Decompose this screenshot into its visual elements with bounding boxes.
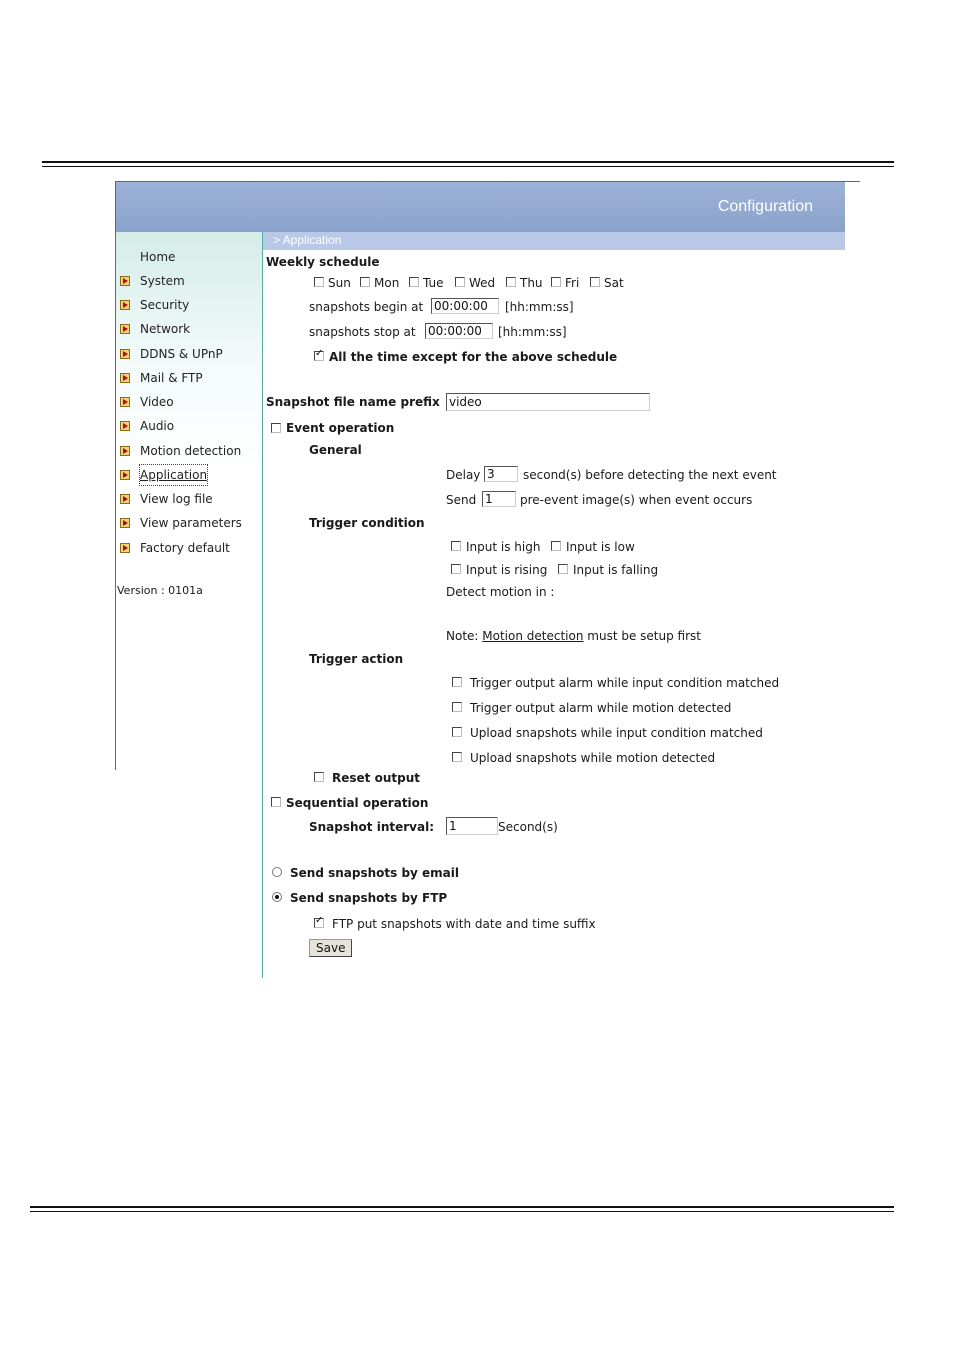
- sidebar-item-label: View parameters: [140, 516, 242, 530]
- time-unit-label: [hh:mm:ss]: [498, 325, 567, 339]
- trigger-action-heading: Trigger action: [309, 652, 404, 666]
- sidebar: [116, 232, 262, 770]
- delay-input[interactable]: [484, 466, 518, 482]
- arrow-icon: [120, 373, 130, 383]
- input-rising-label: Input is rising: [466, 563, 548, 577]
- prefix-label: Snapshot file name prefix: [266, 395, 440, 409]
- detect-motion-label: Detect motion in :: [446, 585, 555, 599]
- day-label: Mon: [374, 276, 400, 290]
- ftp-suffix-checkbox[interactable]: [314, 918, 324, 928]
- input-high-checkbox[interactable]: [451, 541, 461, 551]
- trigger-condition-heading: Trigger condition: [309, 516, 425, 530]
- sidebar-item-label: Security: [140, 298, 190, 312]
- send-email-radio[interactable]: [272, 867, 282, 877]
- send-email-label: Send snapshots by email: [290, 866, 460, 880]
- input-rising-checkbox[interactable]: [451, 564, 461, 574]
- sidebar-item-label: Mail & FTP: [140, 371, 203, 385]
- sidebar-item-label: Video: [140, 395, 174, 409]
- sidebar-item-label: DDNS & UPnP: [140, 347, 223, 361]
- bottom-rule: [30, 1206, 894, 1208]
- time-unit-label: [hh:mm:ss]: [505, 300, 574, 314]
- action-alarm-motion-checkbox[interactable]: [452, 702, 462, 712]
- send-input[interactable]: [482, 491, 516, 507]
- input-low-label: Input is low: [566, 540, 635, 554]
- note-label: [446, 628, 701, 644]
- sidebar-item-label: Application: [140, 465, 207, 485]
- bottom-rule-thin: [30, 1211, 894, 1212]
- send-ftp-label: Send snapshots by FTP: [290, 891, 448, 905]
- action-label: Upload snapshots while input condition matched: [470, 726, 763, 740]
- snapshot-interval-input[interactable]: [446, 817, 498, 835]
- content-divider: [262, 232, 263, 978]
- note-prefix: Note:: [446, 629, 479, 643]
- input-falling-label: Input is falling: [573, 563, 659, 577]
- begin-time-input[interactable]: [431, 298, 499, 314]
- ftp-suffix-label: FTP put snapshots with date and time suffix: [332, 917, 596, 931]
- day-mon-checkbox[interactable]: [360, 277, 370, 287]
- sidebar-item-label: System: [140, 274, 185, 288]
- prefix-input[interactable]: [446, 393, 650, 411]
- day-sat-checkbox[interactable]: [590, 277, 600, 287]
- day-label: Sat: [604, 276, 624, 290]
- top-rule: [42, 161, 894, 163]
- breadcrumb: [263, 232, 845, 250]
- action-upload-motion-checkbox[interactable]: [452, 752, 462, 762]
- day-wed-checkbox[interactable]: [455, 277, 465, 287]
- day-thu-checkbox[interactable]: [506, 277, 516, 287]
- day-label: Tue: [423, 276, 444, 290]
- top-rule-thin: [42, 166, 894, 167]
- action-alarm-input-checkbox[interactable]: [452, 677, 462, 687]
- sequential-operation-checkbox[interactable]: [271, 797, 281, 807]
- arrow-icon: [120, 300, 130, 310]
- sidebar-item-label: Network: [140, 322, 191, 336]
- day-fri-checkbox[interactable]: [551, 277, 561, 287]
- day-tue-checkbox[interactable]: [409, 277, 419, 287]
- day-label: Fri: [565, 276, 580, 290]
- arrow-icon: [120, 349, 130, 359]
- header-bar: [116, 182, 845, 232]
- arrow-icon: [120, 397, 130, 407]
- sidebar-item-label: Home: [140, 250, 176, 264]
- event-operation-label: Event operation: [286, 421, 395, 435]
- sidebar-item-label: Audio: [140, 419, 175, 433]
- general-heading: General: [309, 443, 362, 457]
- sidebar-item-label: Factory default: [140, 541, 230, 555]
- arrow-icon: [120, 543, 130, 553]
- input-falling-checkbox[interactable]: [558, 564, 568, 574]
- all-time-label: All the time except for the above schedule: [329, 350, 618, 364]
- arrow-icon: [120, 446, 130, 456]
- sequential-operation-label: Sequential operation: [286, 796, 429, 810]
- version-label: Version : 0101a: [117, 584, 203, 597]
- interval-unit-label: Second(s): [498, 820, 558, 834]
- input-low-checkbox[interactable]: [551, 541, 561, 551]
- action-label: Trigger output alarm while motion detected: [470, 701, 732, 715]
- arrow-icon: [120, 276, 130, 286]
- reset-output-checkbox[interactable]: [314, 772, 324, 782]
- motion-detection-link[interactable]: Motion detection: [482, 629, 584, 643]
- delay-label: Delay: [446, 468, 481, 482]
- send-suffix: pre-event image(s) when event occurs: [520, 493, 753, 507]
- input-high-label: Input is high: [466, 540, 541, 554]
- snapshot-interval-label: Snapshot interval:: [309, 820, 434, 834]
- send-ftp-radio[interactable]: [272, 892, 282, 902]
- sidebar-item-label: View log file: [140, 492, 213, 506]
- reset-output-label: Reset output: [332, 771, 420, 785]
- day-label: Wed: [469, 276, 496, 290]
- arrow-icon: [120, 494, 130, 504]
- event-operation-checkbox[interactable]: [271, 423, 281, 433]
- sidebar-item-label: Motion detection: [140, 444, 242, 458]
- arrow-icon: [120, 470, 130, 480]
- begin-label: snapshots begin at: [309, 300, 424, 314]
- stop-time-input[interactable]: [425, 323, 493, 339]
- action-label: Trigger output alarm while input condition matched: [470, 676, 780, 690]
- delay-suffix: second(s) before detecting the next event: [523, 468, 777, 482]
- page-title: Configuration: [717, 198, 813, 215]
- send-label: Send: [446, 493, 477, 507]
- arrow-icon: [120, 324, 130, 334]
- breadcrumb-text: > Application: [273, 233, 342, 247]
- stop-label: snapshots stop at: [309, 325, 416, 339]
- day-sun-checkbox[interactable]: [314, 277, 324, 287]
- action-label: Upload snapshots while motion detected: [470, 751, 716, 765]
- action-upload-input-checkbox[interactable]: [452, 727, 462, 737]
- weekly-schedule-heading: Weekly schedule: [266, 255, 380, 269]
- save-button[interactable]: Save: [309, 939, 352, 957]
- arrow-icon: [120, 421, 130, 431]
- arrow-icon: [120, 518, 130, 528]
- note-suffix: must be setup first: [587, 629, 701, 643]
- all-time-checkbox[interactable]: [314, 351, 324, 361]
- day-label: Thu: [520, 276, 543, 290]
- day-label: Sun: [328, 276, 351, 290]
